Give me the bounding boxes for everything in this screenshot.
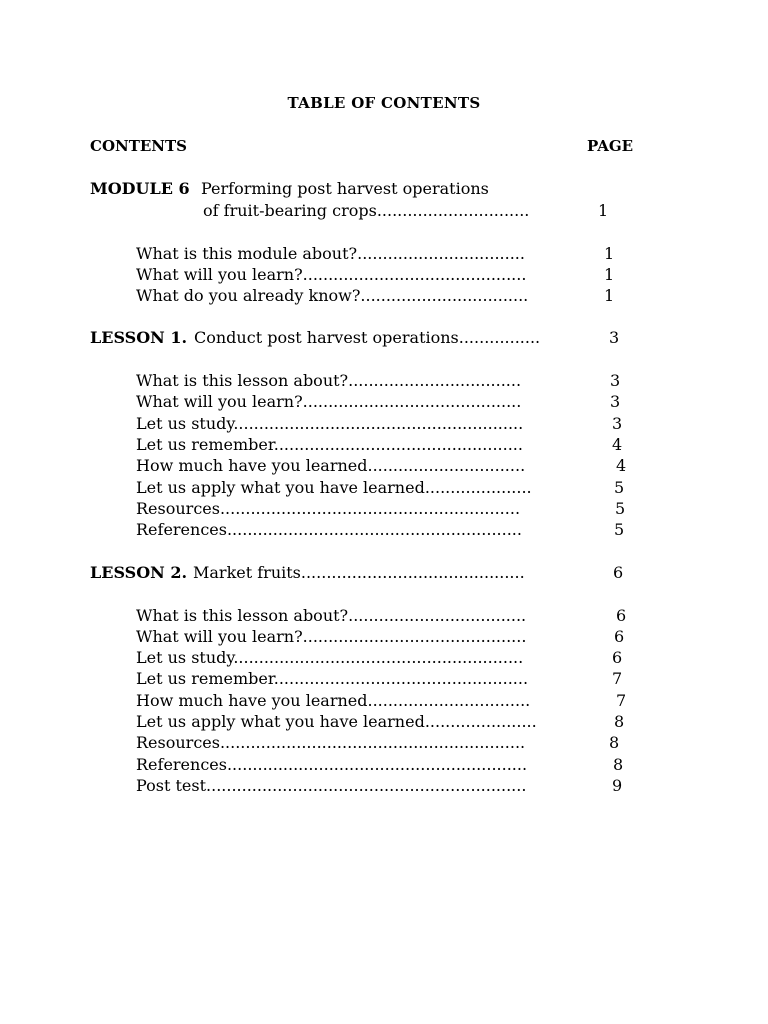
toc-entry: [0, 519, 768, 541]
toc-entry: [0, 690, 768, 712]
toc-entry-page: 5: [614, 520, 625, 539]
toc-entry-text: Let us study.........................................................: [136, 648, 524, 667]
toc-entry-text: What is this module about?.................................: [136, 244, 525, 263]
toc-entry-page: 4: [612, 435, 623, 454]
toc-entry: [0, 391, 768, 413]
toc-entry: [0, 754, 768, 776]
module-title-line1: Performing post harvest operations: [201, 179, 489, 198]
toc-entry-page: 6: [616, 606, 627, 625]
lesson-2-label: LESSON 2.: [90, 563, 188, 582]
toc-entry-text: References...........................................................: [136, 755, 528, 774]
toc-entry: [0, 668, 768, 690]
toc-entry-page: 7: [612, 669, 623, 688]
toc-entry-page: 3: [612, 414, 623, 433]
toc-entry: [0, 498, 768, 520]
toc-entry-text: What will you learn?...........................................: [136, 392, 522, 411]
toc-entry-text: References..........................................................: [136, 520, 522, 539]
page-header: PAGE: [587, 137, 634, 155]
toc-entry-text: Post test...............................................................: [136, 776, 527, 795]
toc-entry: [0, 626, 768, 648]
toc-entry-page: 4: [616, 456, 627, 475]
toc-entry-page: 9: [612, 776, 623, 795]
lesson-1-page-number: 3: [609, 328, 620, 347]
toc-entry: [0, 370, 768, 392]
toc-entry: [0, 647, 768, 669]
module-heading-line2: [0, 200, 768, 222]
toc-entry-text: What do you already know?.................................: [136, 286, 529, 305]
toc-entry-page: 3: [610, 371, 621, 390]
lesson-1-title: Conduct post harvest operations................: [194, 328, 541, 347]
module-page-number: 1: [598, 201, 609, 220]
toc-entry: [0, 477, 768, 499]
toc-entry-text: Resources............................................................: [136, 733, 526, 752]
toc-entry-page: 6: [612, 648, 623, 667]
lesson-1-label: LESSON 1.: [90, 328, 188, 347]
toc-entry-text: What is this lesson about?..................................: [136, 371, 522, 390]
toc-entry-page: 8: [613, 755, 624, 774]
module-heading: [0, 178, 768, 200]
toc-entry: [0, 264, 768, 286]
contents-header: CONTENTS: [90, 137, 188, 155]
toc-entry-text: How much have you learned................................: [136, 691, 531, 710]
toc-entry-text: Let us apply what you have learned.....................: [136, 478, 532, 497]
toc-entry-page: 1: [604, 286, 615, 305]
lesson-1-heading: [0, 327, 768, 349]
module-label: MODULE 6: [90, 179, 190, 198]
toc-entry: [0, 434, 768, 456]
toc-entry-text: Resources...........................................................: [136, 499, 521, 518]
lesson-2-page-number: 6: [613, 563, 624, 582]
toc-entry-text: Let us apply what you have learned......................: [136, 712, 537, 731]
lesson-2-heading: [0, 562, 768, 584]
toc-entry: [0, 711, 768, 733]
toc-entry-page: 8: [614, 712, 625, 731]
toc-entry: [0, 732, 768, 754]
toc-entry: [0, 285, 768, 307]
toc-entry-page: 7: [616, 691, 627, 710]
toc-entry: [0, 455, 768, 477]
toc-entry: [0, 775, 768, 797]
toc-entry-text: Let us remember..................................................: [136, 669, 529, 688]
toc-entry: [0, 605, 768, 627]
toc-entry-page: 5: [614, 478, 625, 497]
toc-entry-page: 6: [614, 627, 625, 646]
toc-entry-text: What will you learn?............................................: [136, 627, 527, 646]
toc-entry-text: How much have you learned...............................: [136, 456, 526, 475]
toc-entry-page: 5: [615, 499, 626, 518]
toc-entry-page: 1: [604, 244, 615, 263]
toc-entry-text: What will you learn?............................................: [136, 265, 527, 284]
toc-entry: [0, 413, 768, 435]
toc-entry-page: 1: [604, 265, 615, 284]
module-title-line2: of fruit-bearing crops..............................: [203, 201, 530, 220]
page-title: TABLE OF CONTENTS: [287, 94, 481, 112]
lesson-2-title: Market fruits............................................: [193, 563, 525, 582]
toc-entry-page: 3: [610, 392, 621, 411]
toc-entry-text: Let us study.........................................................: [136, 414, 524, 433]
toc-entry-text: Let us remember.................................................: [136, 435, 523, 454]
toc-entry-page: 8: [609, 733, 620, 752]
toc-entry: [0, 243, 768, 265]
toc-entry-text: What is this lesson about?...................................: [136, 606, 527, 625]
